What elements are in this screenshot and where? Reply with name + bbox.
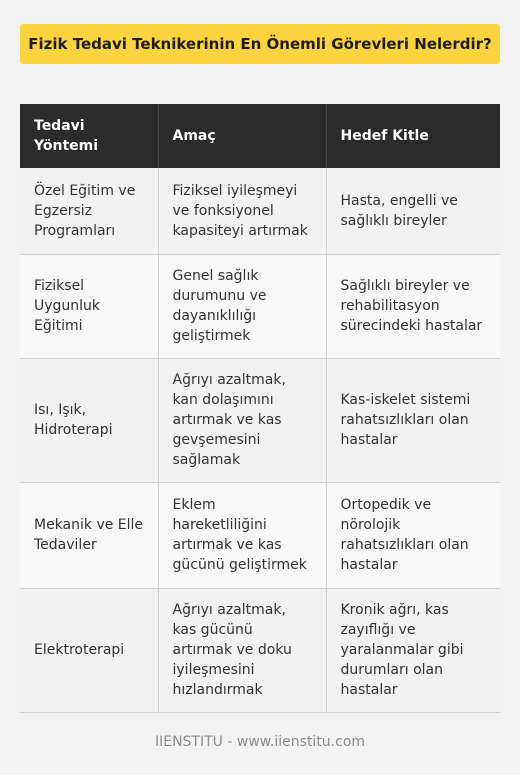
table-header-row (20, 104, 500, 168)
cell-method: Fiziksel Uygunluk Eğitimi (20, 254, 158, 358)
table-row (20, 358, 500, 482)
cell-target: Ortopedik ve nörolojik rahatsızlıkları olan hastalar (326, 482, 500, 588)
table-row (20, 588, 500, 712)
cell-purpose: Ağrıyı azaltmak, kas gücünü artırmak ve doku iyileşmesini hızlandırmak (158, 588, 326, 712)
page-title: Fizik Tedavi Teknikerinin En Önemli Görevleri Nelerdir? (20, 24, 500, 64)
cell-method: Elektroterapi (20, 588, 158, 712)
cell-target: Kronik ağrı, kas zayıflığı ve yaralanmalar gibi durumları olan hastalar (326, 588, 500, 712)
treatment-table (20, 104, 500, 713)
table-row (20, 482, 500, 588)
table-row (20, 254, 500, 358)
cell-method: Özel Eğitim ve Egzersiz Programları (20, 168, 158, 254)
cell-target: Kas-iskelet sistemi rahatsızlıkları olan hastalar (326, 358, 500, 482)
header-target-audience: Hedef Kitle (326, 104, 500, 168)
table-row (20, 168, 500, 254)
cell-purpose: Ağrıyı azaltmak, kan dolaşımını artırmak ve kas gevşemesini sağlamak (158, 358, 326, 482)
cell-purpose: Genel sağlık durumunu ve dayanıklılığı geliştirmek (158, 254, 326, 358)
header-purpose: Amaç (158, 104, 326, 168)
header-treatment-method: Tedavi Yöntemi (20, 104, 158, 168)
cell-target: Sağlıklı bireyler ve rehabilitasyon sürecindeki hastalar (326, 254, 500, 358)
cell-method: Mekanik ve Elle Tedaviler (20, 482, 158, 588)
cell-purpose: Eklem hareketliliğini artırmak ve kas gücünü geliştirmek (158, 482, 326, 588)
cell-purpose: Fiziksel iyileşmeyi ve fonksiyonel kapasiteyi artırmak (158, 168, 326, 254)
cell-method: Isı, Işık, Hidroterapi (20, 358, 158, 482)
footer-credit: IIENSTITU - www.iienstitu.com (154, 734, 366, 750)
cell-target: Hasta, engelli ve sağlıklı bireyler (326, 168, 500, 254)
